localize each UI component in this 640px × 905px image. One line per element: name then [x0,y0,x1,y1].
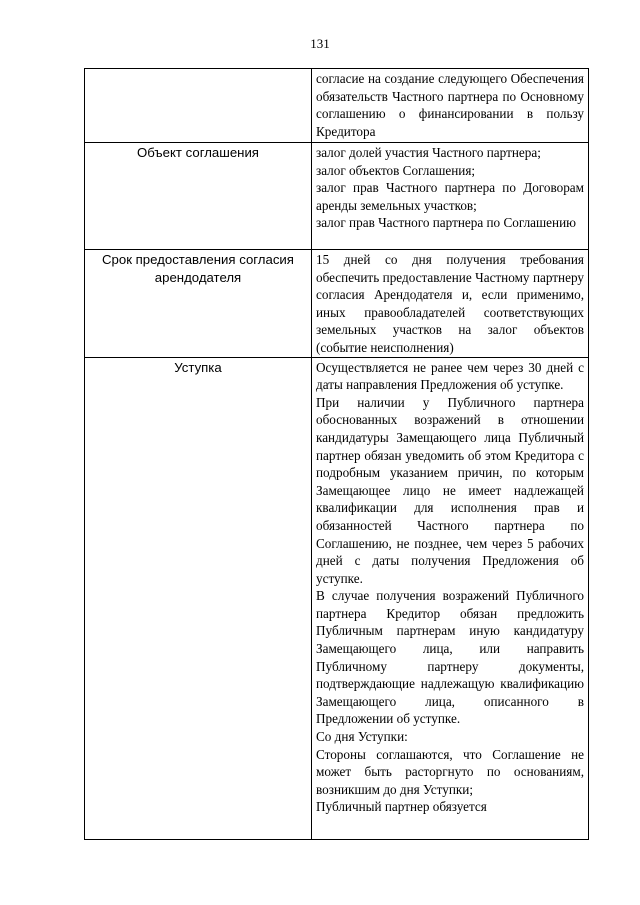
paragraph: 15 дней со дня получения требования обеспечить предоставление Частному партнеру согласия Арендодателя и, если применимо, иных правообладателей соответствующих земельных участков на залог объектов (событие неисполнения) [316,252,584,355]
paragraph: залог объектов Соглашения; [316,162,476,178]
paragraph: залог прав Частного партнера по Договорам аренды земельных участков; [316,180,584,213]
table-cell-term [85,69,312,143]
paragraph: При наличии у Публичного партнера обоснованных возражений в отношении кандидатуры Замещающего лица Публичный партнер обязан уведомить об этом Кредитора с подробным указанием причин, по которым Замещающее лицо не имеет надлежащей квалификации для исполнения прав и обязанностей Частного партнера по Соглашению, не позднее, чем через 5 рабочих дней с даты получения Предложения об уступке. [316,394,584,586]
page-number: 131 [310,36,330,51]
table-row [85,143,589,250]
terms-table [84,68,589,840]
paragraph: согласие на создание следующего Обеспечения обязательств Частного партнера по Основному соглашению о финансировании в пользу Кредитора [316,71,584,139]
table-row [85,357,589,839]
paragraph: залог прав Частного партнера по Соглашению [316,215,576,231]
paragraph: залог долей участия Частного партнера; [316,145,541,160]
table-cell-description [312,143,589,250]
paragraph: В случае получения возражений Публичного партнера Кредитор обязан предложить Публичным партнерам иную кандидатуру Замещающего лица, или направить Публичному партнеру документы, подтверждающие надлежащую квалификацию Замещающего лица, описанного в Предложении об уступке. [316,588,584,727]
table-cell-term: Уступка [85,357,312,839]
table-cell-term: Срок предоставления согласия арендодателя [85,250,312,358]
paragraph: Стороны соглашаются, что Соглашение не может быть расторгнуто по основаниям, возникшим до дня Уступки; [316,746,584,797]
paragraph: Осуществляется не ранее чем через 30 дней с даты направления Предложения об уступке. [316,359,584,393]
table-row [85,69,589,143]
table-cell-description [312,250,589,358]
paragraph: Публичный партнер обязуется [316,799,487,815]
table-cell-description [312,69,589,143]
table-cell-description [312,357,589,839]
table-cell-term: Объект соглашения [85,143,312,250]
paragraph: Со дня Уступки: [316,729,408,745]
table-row [85,250,589,358]
